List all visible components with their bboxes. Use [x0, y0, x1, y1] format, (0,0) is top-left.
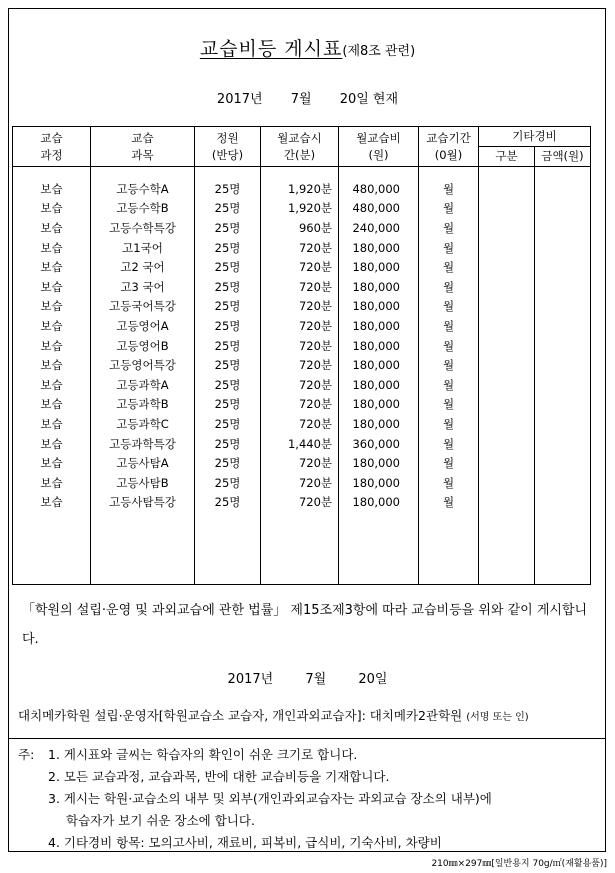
- capacity-cell: 25명: [195, 473, 261, 493]
- capacity-cell: 25명: [195, 493, 261, 513]
- other-amount-cell: [535, 395, 591, 415]
- table-row: [13, 414, 591, 434]
- subject-cell: 고등영어A: [91, 316, 195, 336]
- empty-cell: [339, 512, 419, 585]
- capacity-cell: 25명: [195, 336, 261, 356]
- other-type-cell: [479, 277, 535, 297]
- header-other-expenses: 기타경비: [479, 127, 591, 147]
- subject-cell: 고등과학특강: [91, 434, 195, 454]
- monthly-time-cell: 720분: [261, 297, 339, 317]
- monthly-time-cell: 720분: [261, 375, 339, 395]
- subject-cell: 고등과학A: [91, 375, 195, 395]
- period-cell: 월: [419, 355, 479, 375]
- table-row: [13, 277, 591, 297]
- other-amount-cell: [535, 297, 591, 317]
- table-row: [13, 218, 591, 238]
- table-row: [13, 238, 591, 258]
- other-amount-cell: [535, 218, 591, 238]
- period-cell: 월: [419, 297, 479, 317]
- table-row: [13, 493, 591, 513]
- other-amount-cell: [535, 375, 591, 395]
- other-amount-cell: [535, 434, 591, 454]
- other-amount-cell: [535, 277, 591, 297]
- title-sub: (제8조 관련): [342, 44, 416, 59]
- other-amount-cell: [535, 316, 591, 336]
- subject-cell: 고등과학B: [91, 395, 195, 415]
- capacity-cell: 25명: [195, 257, 261, 277]
- empty-cell: [13, 512, 91, 585]
- other-amount-cell: [535, 257, 591, 277]
- other-type-cell: [479, 375, 535, 395]
- other-type-cell: [479, 238, 535, 258]
- header-period: 교습기간 (0월): [419, 127, 479, 167]
- capacity-cell: 25명: [195, 218, 261, 238]
- period-cell: 월: [419, 218, 479, 238]
- subject-cell: 고2 국어: [91, 257, 195, 277]
- empty-cell: [419, 512, 479, 585]
- signer-line: [18, 706, 529, 724]
- other-type-cell: [479, 316, 535, 336]
- period-cell: 월: [419, 199, 479, 219]
- subject-cell: 고등사탐특강: [91, 493, 195, 513]
- other-amount-cell: [535, 355, 591, 375]
- note-item: 학습자가 보기 쉬운 장소에 합니다.: [66, 813, 255, 828]
- course-cell: 보습: [13, 414, 91, 434]
- other-amount-cell: [535, 238, 591, 258]
- monthly-time-cell: 720분: [261, 395, 339, 415]
- table-row: [13, 434, 591, 454]
- monthly-fee-cell: 180,000: [339, 473, 419, 493]
- signature-hint: (서명 또는 인): [466, 712, 529, 723]
- monthly-time-cell: 720분: [261, 336, 339, 356]
- as-of-year: 2017년: [216, 92, 263, 107]
- monthly-time-cell: 960분: [261, 218, 339, 238]
- period-cell: 월: [419, 473, 479, 493]
- other-type-cell: [479, 199, 535, 219]
- capacity-cell: 25명: [195, 297, 261, 317]
- other-amount-cell: [535, 414, 591, 434]
- empty-cell: [535, 512, 591, 585]
- course-cell: 보습: [13, 336, 91, 356]
- empty-cell: [91, 512, 195, 585]
- monthly-time-cell: 720분: [261, 453, 339, 473]
- course-cell: 보습: [13, 473, 91, 493]
- note-item: 4. 기타경비 항목: 모의고사비, 재료비, 피복비, 급식비, 기숙사비, 차량비: [48, 835, 442, 850]
- note-item: 3. 게시는 학원·교습소의 내부 및 외부(개인과외교습자는 과외교습 장소의 내부)에: [48, 791, 492, 806]
- signer-text: 대치메카학원 설립·운영자[학원교습소 교습자, 개인과외교습자]: 대치메카2관학원: [18, 708, 463, 723]
- table-row: [13, 336, 591, 356]
- table-row: [13, 297, 591, 317]
- table-row: [13, 316, 591, 336]
- other-type-cell: [479, 355, 535, 375]
- capacity-cell: 25명: [195, 167, 261, 199]
- subject-cell: 고등사탐B: [91, 473, 195, 493]
- empty-cell: [195, 512, 261, 585]
- title-main: 교습비등 게시표: [199, 38, 343, 60]
- monthly-fee-cell: 180,000: [339, 355, 419, 375]
- notes-divider: [8, 738, 606, 739]
- table-row: [13, 167, 591, 199]
- notes-prefix: 주:: [18, 747, 35, 762]
- monthly-time-cell: 1,920분: [261, 199, 339, 219]
- monthly-time-cell: 720분: [261, 473, 339, 493]
- capacity-cell: 25명: [195, 238, 261, 258]
- capacity-cell: 25명: [195, 375, 261, 395]
- header-other-type: 구분: [479, 147, 535, 167]
- period-cell: 월: [419, 395, 479, 415]
- period-cell: 월: [419, 167, 479, 199]
- other-type-cell: [479, 395, 535, 415]
- subject-cell: 고등과학C: [91, 414, 195, 434]
- subject-cell: 고등수학B: [91, 199, 195, 219]
- course-cell: 보습: [13, 453, 91, 473]
- monthly-time-cell: 720분: [261, 238, 339, 258]
- course-cell: 보습: [13, 395, 91, 415]
- posting-day: 20일: [358, 672, 388, 687]
- header-other-amount: 금액(원): [535, 147, 591, 167]
- course-cell: 보습: [13, 297, 91, 317]
- course-cell: 보습: [13, 257, 91, 277]
- monthly-time-cell: 1,440분: [261, 434, 339, 454]
- period-cell: 월: [419, 414, 479, 434]
- period-cell: 월: [419, 453, 479, 473]
- as-of-month: 7월: [290, 92, 312, 107]
- as-of-date: [0, 88, 615, 107]
- capacity-cell: 25명: [195, 355, 261, 375]
- table-row: [13, 257, 591, 277]
- course-cell: 보습: [13, 434, 91, 454]
- table-empty-row: [13, 512, 591, 585]
- table-row: [13, 199, 591, 219]
- monthly-fee-cell: 180,000: [339, 238, 419, 258]
- table-row: [13, 375, 591, 395]
- note-item: 2. 모든 교습과정, 교습과목, 반에 대한 교습비등을 기재합니다.: [48, 769, 390, 784]
- capacity-cell: 25명: [195, 395, 261, 415]
- monthly-fee-cell: 180,000: [339, 297, 419, 317]
- fee-table: [12, 126, 591, 585]
- subject-cell: 고등수학A: [91, 167, 195, 199]
- header-monthly-time: 월교습시 간(분): [261, 127, 339, 167]
- other-type-cell: [479, 336, 535, 356]
- capacity-cell: 25명: [195, 316, 261, 336]
- note-item: 1. 게시표와 글씨는 학습자의 확인이 쉬운 크기로 합니다.: [48, 747, 358, 762]
- paper-spec: 210㎜×297㎜[일반용지 70g/㎡(재활용품)]: [431, 859, 607, 869]
- other-type-cell: [479, 257, 535, 277]
- other-type-cell: [479, 473, 535, 493]
- table-row: [13, 453, 591, 473]
- capacity-cell: 25명: [195, 453, 261, 473]
- other-type-cell: [479, 493, 535, 513]
- course-cell: 보습: [13, 493, 91, 513]
- document-title: [0, 34, 615, 61]
- course-cell: 보습: [13, 375, 91, 395]
- subject-cell: 고등영어특강: [91, 355, 195, 375]
- monthly-time-cell: 720분: [261, 277, 339, 297]
- notes-section: [18, 744, 598, 854]
- other-type-cell: [479, 414, 535, 434]
- empty-cell: [479, 512, 535, 585]
- course-cell: 보습: [13, 277, 91, 297]
- monthly-fee-cell: 180,000: [339, 375, 419, 395]
- header-subject: 교습 과목: [91, 127, 195, 167]
- other-amount-cell: [535, 473, 591, 493]
- posting-date: [0, 668, 615, 687]
- monthly-fee-cell: 480,000: [339, 167, 419, 199]
- header-monthly-fee: 월교습비 (원): [339, 127, 419, 167]
- header-course: 교습 과정: [13, 127, 91, 167]
- monthly-fee-cell: 360,000: [339, 434, 419, 454]
- monthly-time-cell: 720분: [261, 414, 339, 434]
- monthly-fee-cell: 180,000: [339, 316, 419, 336]
- monthly-fee-cell: 180,000: [339, 453, 419, 473]
- table-row: [13, 395, 591, 415]
- table-row: [13, 473, 591, 493]
- period-cell: 월: [419, 336, 479, 356]
- capacity-cell: 25명: [195, 434, 261, 454]
- other-amount-cell: [535, 336, 591, 356]
- empty-cell: [261, 512, 339, 585]
- table-row: [13, 355, 591, 375]
- capacity-cell: 25명: [195, 199, 261, 219]
- subject-cell: 고등사탐A: [91, 453, 195, 473]
- course-cell: 보습: [13, 238, 91, 258]
- monthly-fee-cell: 180,000: [339, 257, 419, 277]
- course-cell: 보습: [13, 218, 91, 238]
- legal-notice: 「학원의 설립·운영 및 과외교습에 관한 법률」 제15조제3항에 따라 교습비등을 위와 같이 게시합니다.: [22, 603, 588, 647]
- course-cell: 보습: [13, 167, 91, 199]
- period-cell: 월: [419, 493, 479, 513]
- monthly-fee-cell: 180,000: [339, 277, 419, 297]
- capacity-cell: 25명: [195, 414, 261, 434]
- other-type-cell: [479, 453, 535, 473]
- as-of-day: 20일 현재: [339, 92, 399, 107]
- other-type-cell: [479, 434, 535, 454]
- posting-year: 2017년: [227, 672, 274, 687]
- monthly-fee-cell: 180,000: [339, 395, 419, 415]
- subject-cell: 고3 국어: [91, 277, 195, 297]
- other-type-cell: [479, 218, 535, 238]
- header-capacity: 정원 (반당): [195, 127, 261, 167]
- other-amount-cell: [535, 453, 591, 473]
- monthly-time-cell: 720분: [261, 316, 339, 336]
- monthly-fee-cell: 240,000: [339, 218, 419, 238]
- period-cell: 월: [419, 277, 479, 297]
- posting-month: 7월: [305, 672, 327, 687]
- period-cell: 월: [419, 257, 479, 277]
- monthly-time-cell: 720분: [261, 355, 339, 375]
- monthly-time-cell: 720분: [261, 257, 339, 277]
- course-cell: 보습: [13, 355, 91, 375]
- subject-cell: 고등영어B: [91, 336, 195, 356]
- monthly-time-cell: 720분: [261, 493, 339, 513]
- monthly-fee-cell: 180,000: [339, 336, 419, 356]
- monthly-fee-cell: 180,000: [339, 414, 419, 434]
- period-cell: 월: [419, 375, 479, 395]
- monthly-time-cell: 1,920분: [261, 167, 339, 199]
- subject-cell: 고1국어: [91, 238, 195, 258]
- monthly-fee-cell: 480,000: [339, 199, 419, 219]
- period-cell: 월: [419, 238, 479, 258]
- course-cell: 보습: [13, 316, 91, 336]
- subject-cell: 고등수학특강: [91, 218, 195, 238]
- course-cell: 보습: [13, 199, 91, 219]
- other-amount-cell: [535, 167, 591, 199]
- period-cell: 월: [419, 316, 479, 336]
- period-cell: 월: [419, 434, 479, 454]
- other-amount-cell: [535, 493, 591, 513]
- capacity-cell: 25명: [195, 277, 261, 297]
- monthly-fee-cell: 180,000: [339, 493, 419, 513]
- other-amount-cell: [535, 199, 591, 219]
- other-type-cell: [479, 297, 535, 317]
- subject-cell: 고등국어특강: [91, 297, 195, 317]
- other-type-cell: [479, 167, 535, 199]
